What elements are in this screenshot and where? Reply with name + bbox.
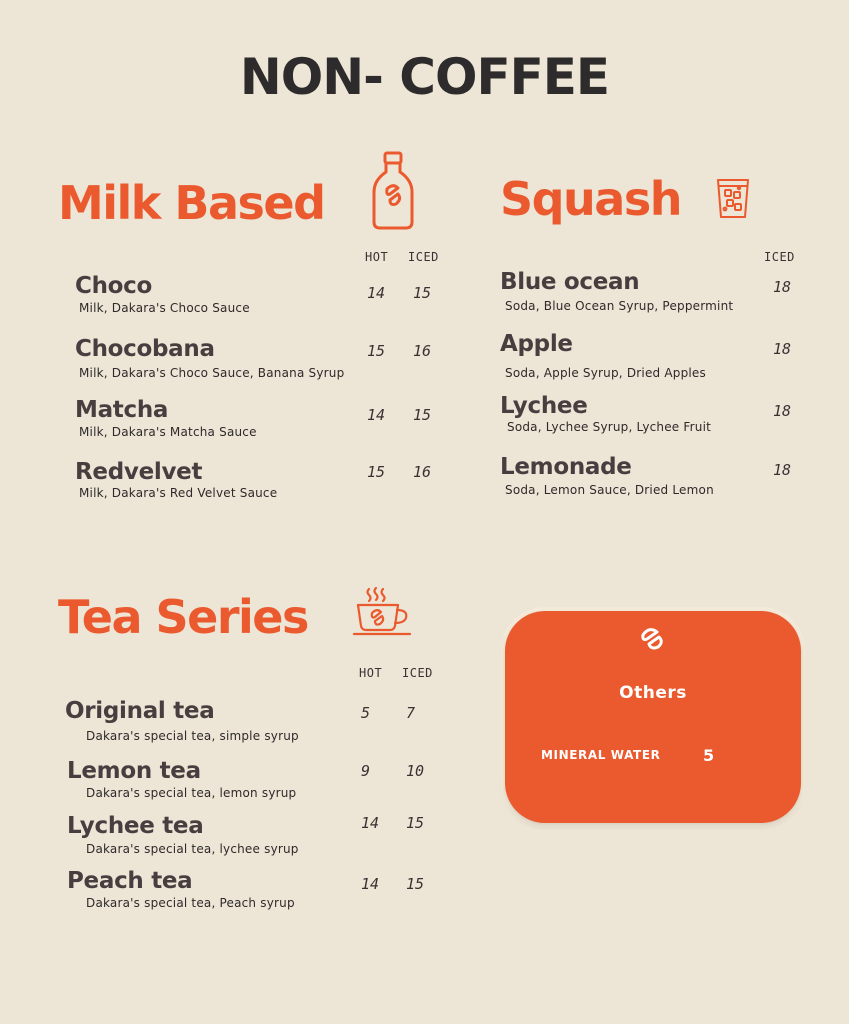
others-card — [505, 611, 801, 823]
item-description: Milk, Dakara's Red Velvet Sauce — [79, 486, 278, 500]
item-description: Dakara's special tea, simple syrup — [86, 729, 299, 743]
others-title: Others — [619, 683, 687, 703]
iced-price: 18 — [773, 402, 792, 420]
item-description: Milk, Dakara's Choco Sauce — [79, 301, 250, 315]
iced-price: 16 — [413, 463, 432, 481]
item-description: Soda, Blue Ocean Syrup, Peppermint — [505, 299, 734, 313]
hot-cup-icon — [352, 586, 412, 638]
page-title: NON- COFFEE — [239, 48, 610, 106]
item-name: Lychee — [500, 393, 588, 419]
hot-price: 5 — [361, 704, 371, 722]
iced-price: 16 — [413, 342, 432, 360]
iced-price: 15 — [406, 814, 425, 832]
item-name: Lemonade — [500, 454, 632, 480]
item-name: Lemon tea — [67, 758, 201, 784]
item-name: Peach tea — [67, 868, 193, 894]
item-description: Dakara's special tea, lemon syrup — [86, 786, 297, 800]
squash-title: Squash — [500, 172, 681, 226]
iced-price: 18 — [773, 340, 792, 358]
hot-price: 15 — [367, 463, 386, 481]
iced-column-header: ICED — [402, 666, 433, 680]
iced-price: 15 — [413, 284, 432, 302]
milk-bottle-icon — [368, 150, 418, 232]
iced-column-header: ICED — [408, 250, 439, 264]
iced-drink-icon — [715, 176, 751, 220]
item-description: Milk, Dakara's Matcha Sauce — [79, 425, 257, 439]
tea-series-title: Tea Series — [58, 590, 308, 644]
hot-price: 15 — [367, 342, 386, 360]
iced-price: 15 — [406, 875, 425, 893]
item-description: Dakara's special tea, lychee syrup — [86, 842, 299, 856]
item-name: Blue ocean — [500, 269, 640, 295]
others-item-price: 5 — [703, 746, 715, 765]
others-item-name: MINERAL WATER — [541, 748, 661, 762]
hot-price: 14 — [361, 814, 380, 832]
item-name: Original tea — [65, 698, 215, 724]
item-description: Dakara's special tea, Peach syrup — [86, 896, 295, 910]
iced-price: 18 — [773, 278, 792, 296]
hot-column-header: HOT — [359, 666, 383, 680]
iced-column-header: ICED — [764, 250, 795, 264]
item-name: Matcha — [75, 397, 169, 423]
hot-price: 14 — [361, 875, 380, 893]
iced-price: 18 — [773, 461, 792, 479]
iced-price: 7 — [406, 704, 416, 722]
item-name: Lychee tea — [67, 813, 204, 839]
hot-price: 9 — [361, 762, 371, 780]
item-name: Chocobana — [75, 336, 215, 362]
item-name: Redvelvet — [75, 459, 203, 485]
milk-based-title: Milk Based — [58, 176, 325, 230]
hot-column-header: HOT — [365, 250, 389, 264]
iced-price: 10 — [406, 762, 425, 780]
hot-price: 14 — [367, 284, 386, 302]
item-description: Milk, Dakara's Choco Sauce, Banana Syrup — [79, 366, 345, 380]
iced-price: 15 — [413, 406, 432, 424]
item-description: Soda, Apple Syrup, Dried Apples — [505, 366, 706, 380]
item-description: Soda, Lychee Syrup, Lychee Fruit — [507, 420, 712, 434]
logo-icon — [639, 623, 667, 651]
item-name: Choco — [75, 273, 152, 299]
item-description: Soda, Lemon Sauce, Dried Lemon — [505, 483, 714, 497]
hot-price: 14 — [367, 406, 386, 424]
item-name: Apple — [500, 331, 573, 357]
